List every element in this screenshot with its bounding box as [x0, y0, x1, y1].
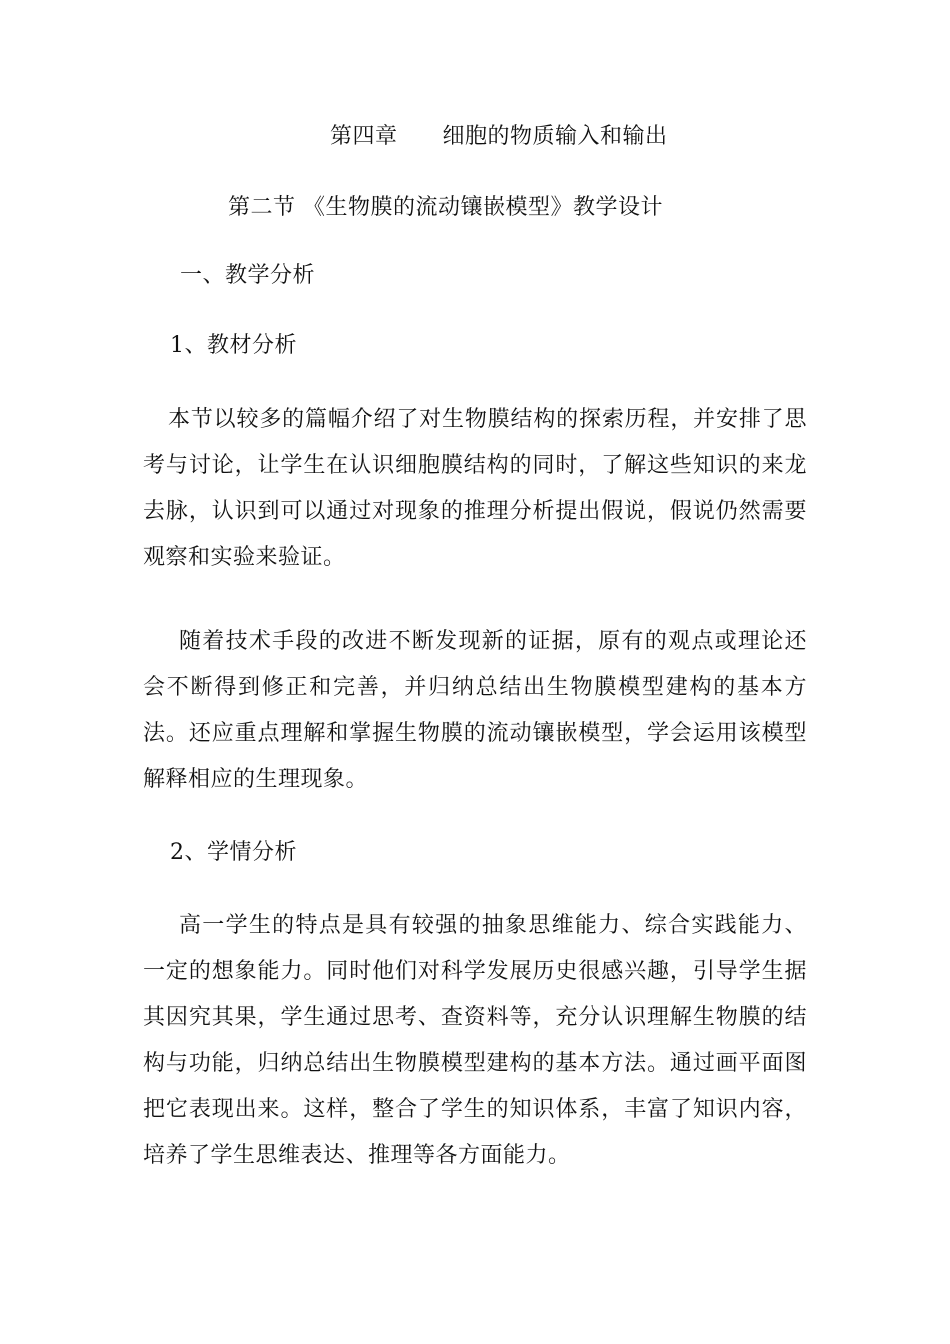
section-title: 第二节 《生物膜的流动镶嵌模型》教学设计: [228, 195, 663, 220]
student-analysis-heading: 2、学情分析: [170, 840, 297, 865]
textbook-paragraph-2: 随着技术手段的改进不断发现新的证据，原有的观点或理论还会不断得到修正和完善，并归纳总结出生物膜模型建构的基本方法。还应重点理解和掌握生物膜的流动镶嵌模型，学会运用该模型解释相应的生理现象。: [143, 629, 807, 792]
teaching-analysis-heading: 一、教学分析: [180, 263, 316, 288]
student-analysis-paragraph: 高一学生的特点是具有较强的抽象思维能力、综合实践能力、一定的想象能力。同时他们对科学发展历史很感兴趣，引导学生据其因究其果，学生通过思考、查资料等，充分认识理解生物膜的结构与功能，归纳总结出生物膜模型建构的基本方法。通过画平面图把它表现出来。这样，整合了学生的知识体系，丰富了知识内容，培养了学生思维表达、推理等各方面能力。: [143, 913, 807, 1168]
chapter-title: 第四章 细胞的物质输入和输出: [330, 124, 668, 149]
textbook-paragraph-1: 本节以较多的篇幅介绍了对生物膜结构的探索历程，并安排了思考与讨论，让学生在认识细胞膜结构的同时，了解这些知识的来龙去脉，认识到可以通过对现象的推理分析提出假说，假说仍然需要观察和实验来验证。: [143, 407, 807, 570]
textbook-analysis-heading: 1、教材分析: [170, 333, 297, 358]
